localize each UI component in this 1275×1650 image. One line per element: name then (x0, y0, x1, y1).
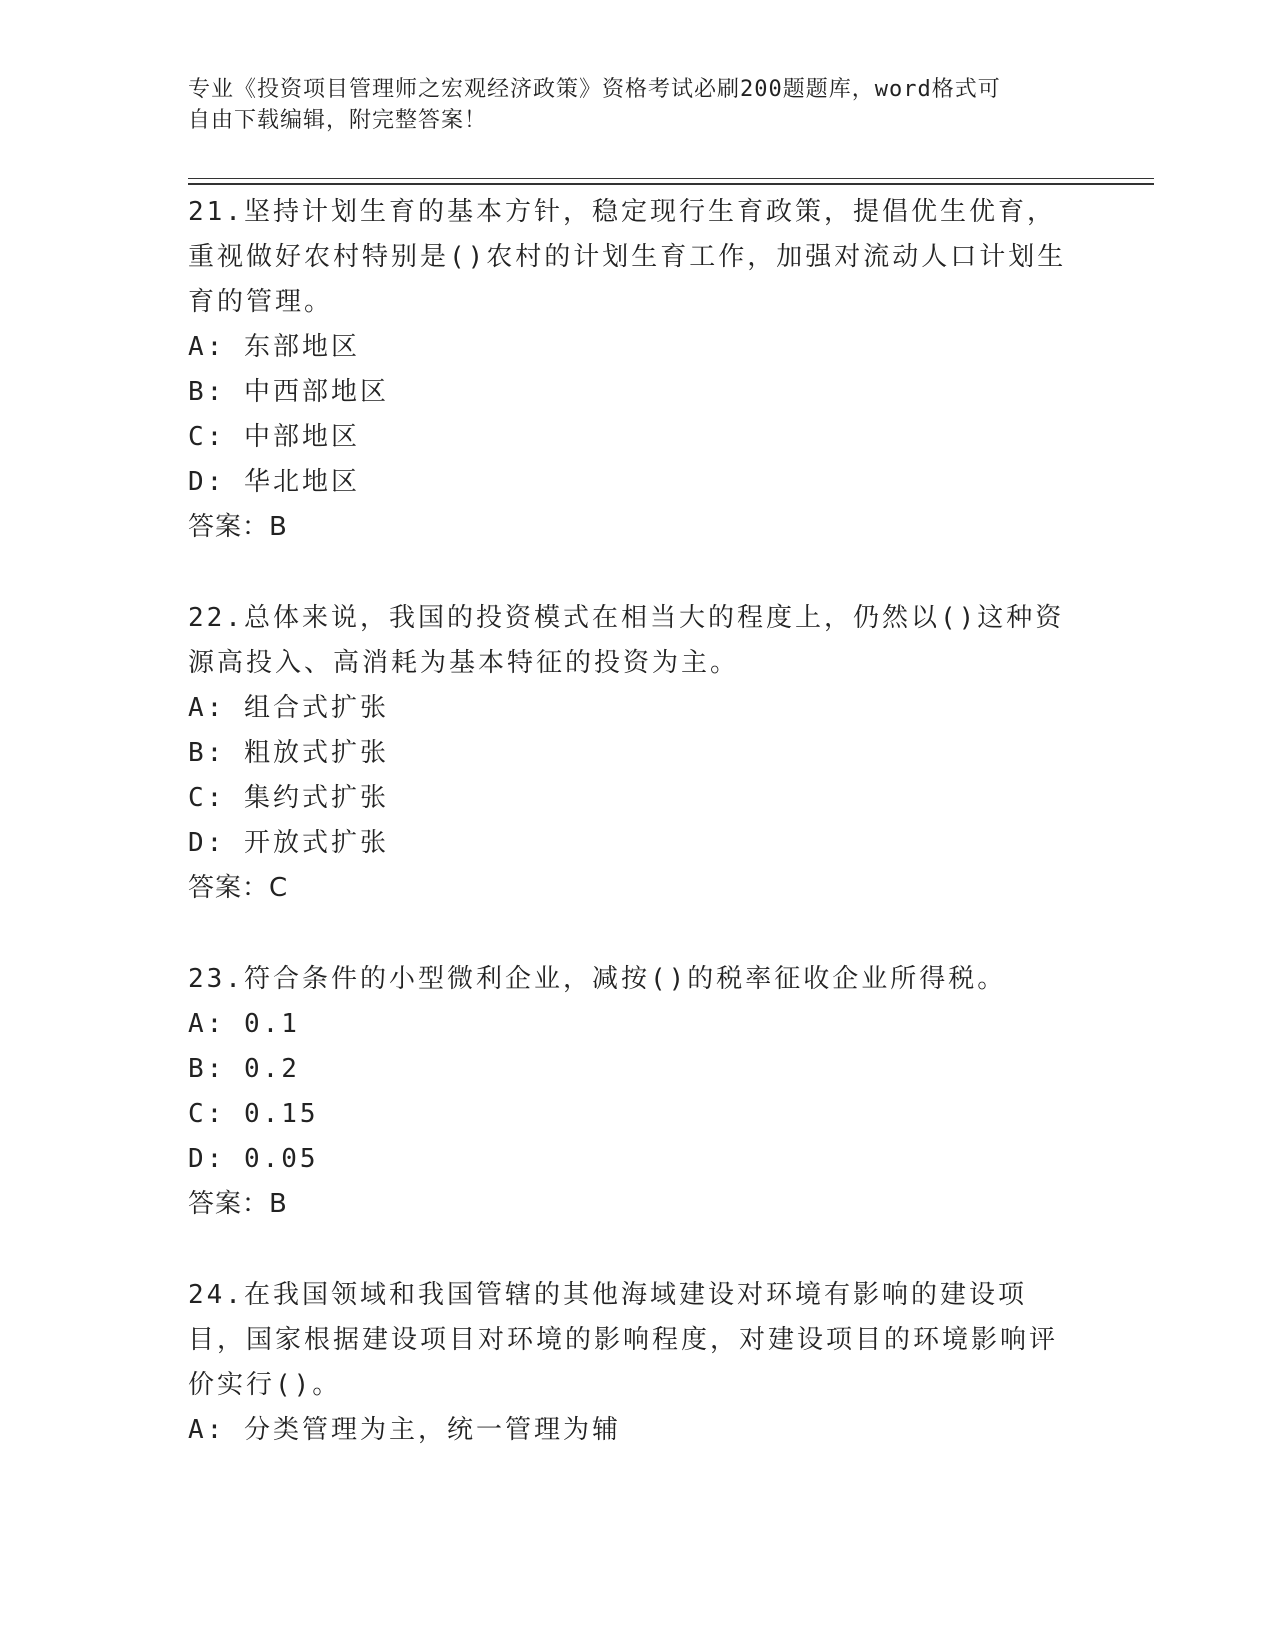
question-21 (188, 190, 1078, 550)
option-b: B: 中西部地区 (188, 377, 389, 407)
option-d: D: 华北地区 (188, 467, 360, 497)
answer: 答案：C (188, 873, 289, 903)
question-text: 23.符合条件的小型微利企业，减按()的税率征收企业所得税。 (188, 964, 1007, 994)
header-line-2: 自由下载编辑，附完整答案！ (188, 108, 488, 133)
option-c: C: 中部地区 (188, 422, 360, 452)
question-22 (188, 596, 1078, 911)
header-divider-thin (188, 178, 1154, 179)
option-b: B: 0.2 (188, 1054, 300, 1084)
option-b: B: 粗放式扩张 (188, 738, 389, 768)
question-text: 22.总体来说，我国的投资模式在相当大的程度上，仍然以()这种资源高投入、高消耗为基本特征的投资为主。 (188, 603, 1065, 678)
question-list (188, 190, 1078, 1499)
document-header (188, 74, 1068, 136)
option-d: D: 0.05 (188, 1144, 319, 1174)
option-a: A: 分类管理为主，统一管理为辅 (188, 1415, 621, 1445)
option-d: D: 开放式扩张 (188, 828, 389, 858)
question-text: 21.坚持计划生育的基本方针，稳定现行生育政策，提倡优生优育，重视做好农村特别是()农村的计划生育工作，加强对流动人口计划生育的管理。 (188, 197, 1067, 317)
option-c: C: 0.15 (188, 1099, 319, 1129)
option-c: C: 集约式扩张 (188, 783, 389, 813)
option-a: A: 东部地区 (188, 332, 360, 362)
question-24 (188, 1273, 1078, 1453)
header-line-1: 专业《投资项目管理师之宏观经济政策》资格考试必刷200题题库，word格式可 (188, 77, 1001, 102)
answer: 答案：B (188, 512, 288, 542)
header-divider-thick (188, 183, 1154, 185)
question-23 (188, 957, 1078, 1227)
question-text: 24.在我国领域和我国管辖的其他海域建设对环境有影响的建设项目，国家根据建设项目对环境的影响程度，对建设项目的环境影响评价实行()。 (188, 1280, 1059, 1400)
option-a: A: 0.1 (188, 1009, 300, 1039)
answer: 答案：B (188, 1189, 288, 1219)
option-a: A: 组合式扩张 (188, 693, 389, 723)
